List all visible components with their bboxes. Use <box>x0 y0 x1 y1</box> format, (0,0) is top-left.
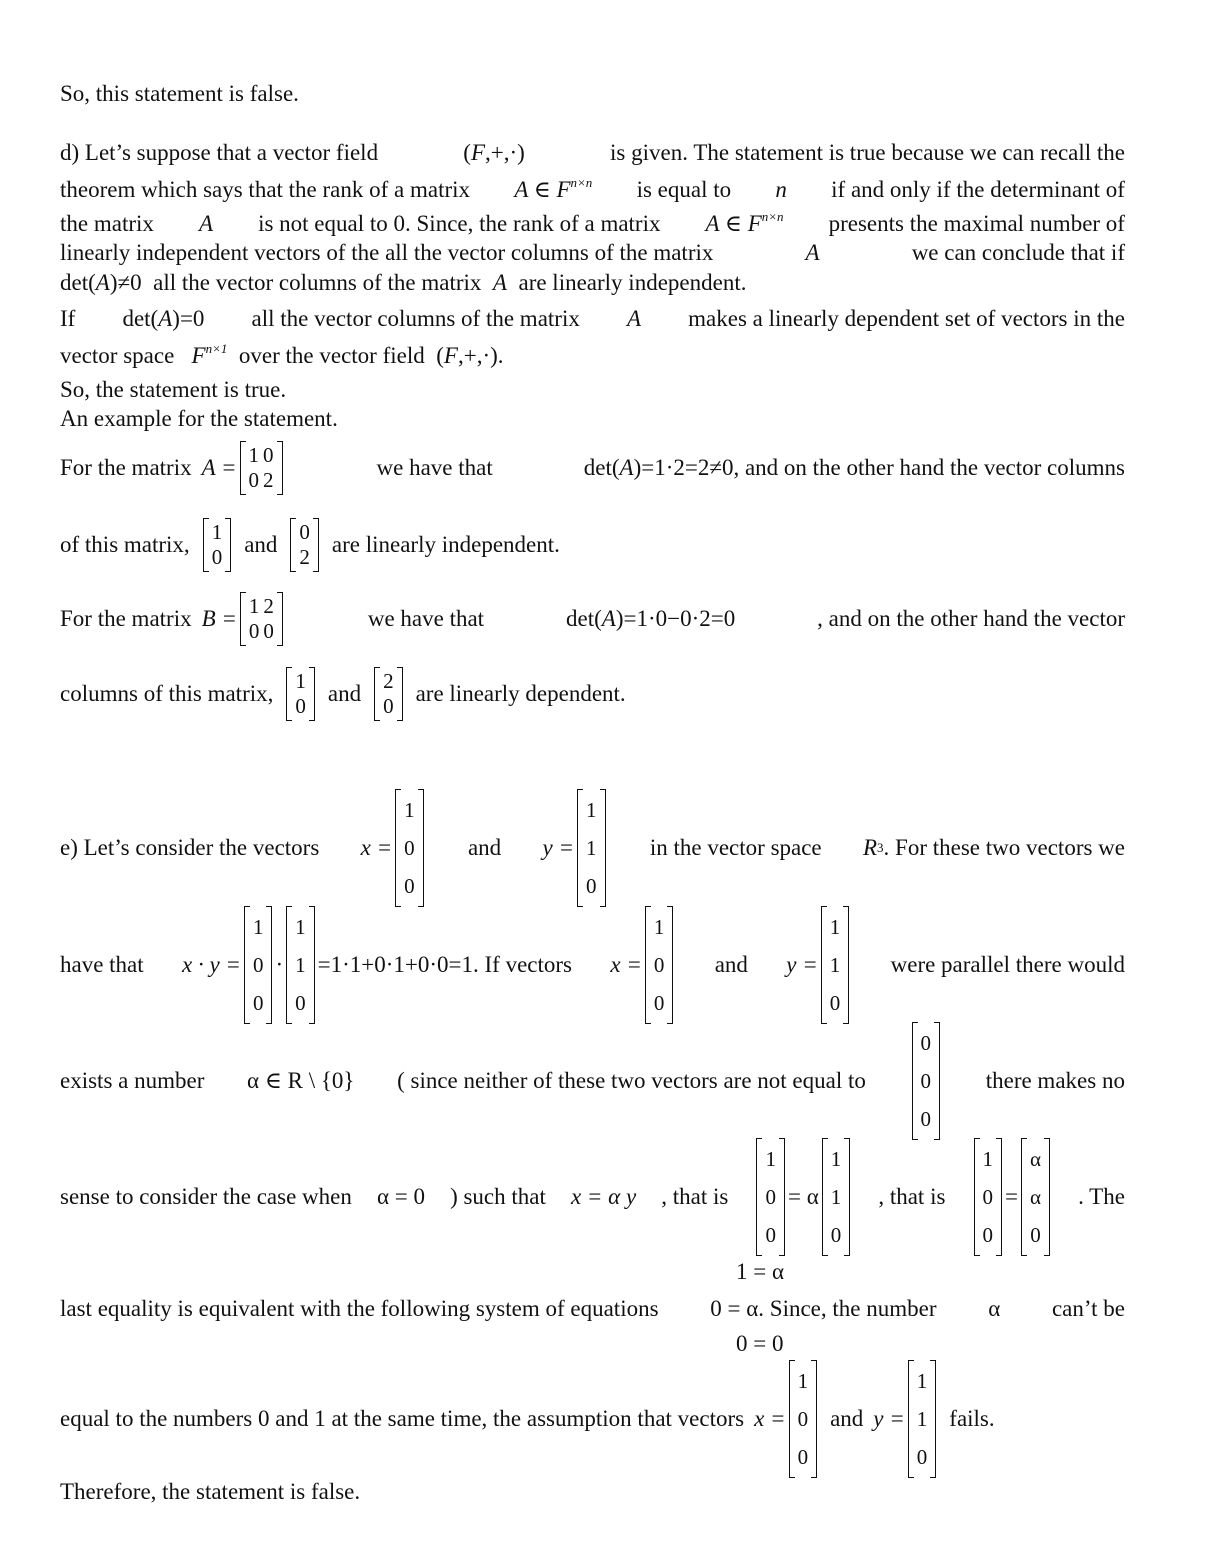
text-line: the matrix A is not equal to 0. Since, the rank of a matrix A ∈ $F^{n\times n}$ presents the maximal number of <box>60 209 1125 236</box>
text-line: So, the statement is true. <box>60 377 287 402</box>
column-vector: 1 0 <box>203 518 232 572</box>
text-line: det(A)≠0 all the vector columns of the matrix A are linearly independent. <box>60 270 747 295</box>
example-row: columns of this matrix, 1 0 and 2 0 are linearly dependent. <box>60 659 1125 729</box>
example-row: For the matrix A = 1 0 0 2 we have that det( A )=1·2=2≠0 , and on the other hand the vector columns <box>60 433 1125 503</box>
text-line: theorem which says that the rank of a matrix A ∈ $F^{n\times n}$ is equal to n if and only if the determinant of <box>60 175 1125 202</box>
text-line: An example for the statement. <box>60 406 338 431</box>
vector-x: 1 0 0 <box>645 906 674 1024</box>
vector-alpha: α α 0 <box>1021 1138 1050 1256</box>
text-row: equal to the numbers 0 and 1 at the same time, the assumption that vectors x = 1 0 0 and y = 1 1 0 fails. <box>60 1365 1125 1473</box>
text-line: Therefore, the statement is false. <box>60 1479 361 1504</box>
vector-y: 1 1 0 <box>822 1138 851 1256</box>
matrix-b: 1 0 2 0 <box>240 592 283 646</box>
vector-y: 1 1 0 <box>577 789 606 907</box>
example-row: For the matrix B = 1 0 2 0 we have that det( A )=1·0−0·2=0 , and on the other hand the vector <box>60 584 1125 654</box>
text-line: So, this statement is false. <box>60 81 299 106</box>
vector-x: 1 0 0 <box>756 1138 785 1256</box>
equation-system: 1 = α 0 = 0 <box>736 1259 785 1356</box>
text-row: e) Let’s consider the vectors x = 1 0 0 and y = 1 1 0 in the vector space R 3 . For these two vectors we <box>60 794 1125 902</box>
vector-y: 1 1 0 <box>821 906 850 1024</box>
text-row: exists a number α ∈ R \ {0} ( since neither of these two vectors are not equal to 0 0 0 there makes no <box>60 1027 1125 1135</box>
text-row: sense to consider the case when α = 0 ) such that x = α y , that is 1 0 0 = α 1 1 0 , that is 1 0 0 = α α 0 . The <box>60 1143 1125 1251</box>
vector-x: 1 0 0 <box>974 1138 1003 1256</box>
vector-x: 1 0 0 <box>789 1360 818 1478</box>
vector-x: 1 0 0 <box>244 906 273 1024</box>
text-line: d) Let’s suppose that a vector field (F,+,·) is given. The statement is true because we can recall the <box>60 140 1125 165</box>
zero-vector: 0 0 0 <box>912 1022 941 1140</box>
example-row: of this matrix, 1 0 and 0 2 are linearly independent. <box>60 510 1125 580</box>
text-line: last equality is equivalent with the following system of equations 0 = α . Since, the number α can’t be <box>60 1296 1125 1321</box>
text-line: If det(A)=0 all the vector columns of the matrix A makes a linearly dependent set of vectors in the <box>60 306 1125 331</box>
column-vector: 2 0 <box>374 667 403 721</box>
text-line: linearly independent vectors of the all the vector columns of the matrix A we can conclude that if <box>60 240 1125 265</box>
vector-y: 1 1 0 <box>908 1360 937 1478</box>
vector-x: 1 0 0 <box>395 789 424 907</box>
text-line: vector space $F^{n\times 1}$ over the vector field (F,+,·). <box>60 341 504 368</box>
vector-y: 1 1 0 <box>286 906 315 1024</box>
text-row: have that x · y = 1 0 0 · 1 1 0 =1·1+0·1+0·0=1 . If vectors x = 1 0 0 and y = 1 1 0 were parallel there would <box>60 911 1125 1019</box>
matrix-a: 1 0 0 2 <box>240 441 283 495</box>
column-vector: 1 0 <box>286 667 315 721</box>
column-vector: 0 2 <box>290 518 319 572</box>
